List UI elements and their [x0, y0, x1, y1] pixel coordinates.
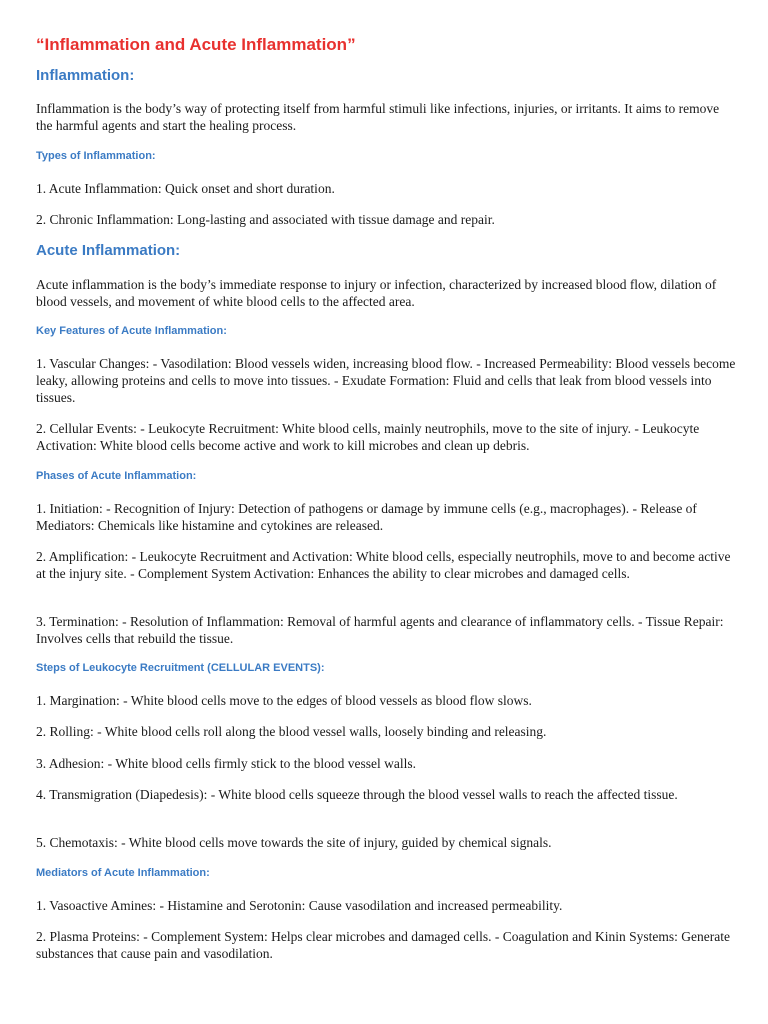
list-item-type-acute: 1. Acute Inflammation: Quick onset and short duration. [36, 181, 335, 196]
list-item-mediator-amines: 1. Vasoactive Amines: - Histamine and Serotonin: Cause vasodilation and increased permeability. [36, 898, 563, 913]
list-item-step-transmigration: 4. Transmigration (Diapedesis): - White blood cells squeeze through the blood vessel walls to reach the affected tissue. [36, 787, 678, 802]
list-item-feature-cellular: 2. Cellular Events: - Leukocyte Recruitment: White blood cells, mainly neutrophils, move to the site of injury. - Leukocyte Activation: White blood cells become active and work to kill microbes and clean up debris. [36, 421, 700, 453]
heading-mediators: Mediators of Acute Inflammation: [36, 867, 210, 879]
list-item-step-margination: 1. Margination: - White blood cells move to the edges of blood vessels as blood flow slows. [36, 693, 532, 708]
list-item-phase-termination: 3. Termination: - Resolution of Inflammation: Removal of harmful agents and clearance of inflammatory cells. - Tissue Repair: Involves cells that rebuild the tissue. [36, 614, 724, 646]
paragraph-inflammation-intro: Inflammation is the body’s way of protecting itself from harmful stimuli like infections, injuries, or irritants. It aims to remove the harmful agents and start the healing process. [36, 101, 720, 133]
heading-key-features: Key Features of Acute Inflammation: [36, 325, 227, 337]
paragraph-acute-intro: Acute inflammation is the body’s immediate response to injury or infection, characterized by increased blood flow, dilation of blood vessels, and movement of white blood cells to the affected area. [36, 277, 717, 309]
list-item-feature-vascular: 1. Vascular Changes: - Vasodilation: Blood vessels widen, increasing blood flow. - Increased Permeability: Blood vessels become leaky, allowing proteins and cells to move into tissues. - Exudate Formation: Fluid and cells that leak from blood vessels into tissues. [36, 356, 736, 405]
list-item-step-adhesion: 3. Adhesion: - White blood cells firmly stick to the blood vessel walls. [36, 756, 416, 771]
list-item-phase-amplification: 2. Amplification: - Leukocyte Recruitment and Activation: White blood cells, especially neutrophils, move to and become active at the injury site. - Complement System Activation: Enhances the ability to clear microbes and damaged cells. [36, 549, 731, 581]
list-item-step-rolling: 2. Rolling: - White blood cells roll along the blood vessel walls, loosely binding and releasing. [36, 724, 547, 739]
heading-phases: Phases of Acute Inflammation: [36, 470, 197, 482]
heading-acute-inflammation: Acute Inflammation: [36, 242, 181, 259]
heading-inflammation: Inflammation: [36, 67, 135, 84]
heading-types-of-inflammation: Types of Inflammation: [36, 150, 156, 162]
list-item-mediator-plasma-proteins: 2. Plasma Proteins: - Complement System: Helps clear microbes and damaged cells. - Coagulation and Kinin Systems: Generate substances that cause pain and vasodilation. [36, 929, 730, 961]
list-item-type-chronic: 2. Chronic Inflammation: Long-lasting and associated with tissue damage and repair. [36, 212, 495, 227]
list-item-step-chemotaxis: 5. Chemotaxis: - White blood cells move towards the site of injury, guided by chemical signals. [36, 835, 552, 850]
list-item-phase-initiation: 1. Initiation: - Recognition of Injury: Detection of pathogens or damage by immune cells (e.g., macrophages). - Release of Mediators: Chemicals like histamine and cytokines are released. [36, 501, 697, 533]
document-title: “Inflammation and Acute Inflammation” [36, 35, 356, 54]
heading-leukocyte-steps: Steps of Leukocyte Recruitment (CELLULAR EVENTS): [36, 662, 325, 674]
